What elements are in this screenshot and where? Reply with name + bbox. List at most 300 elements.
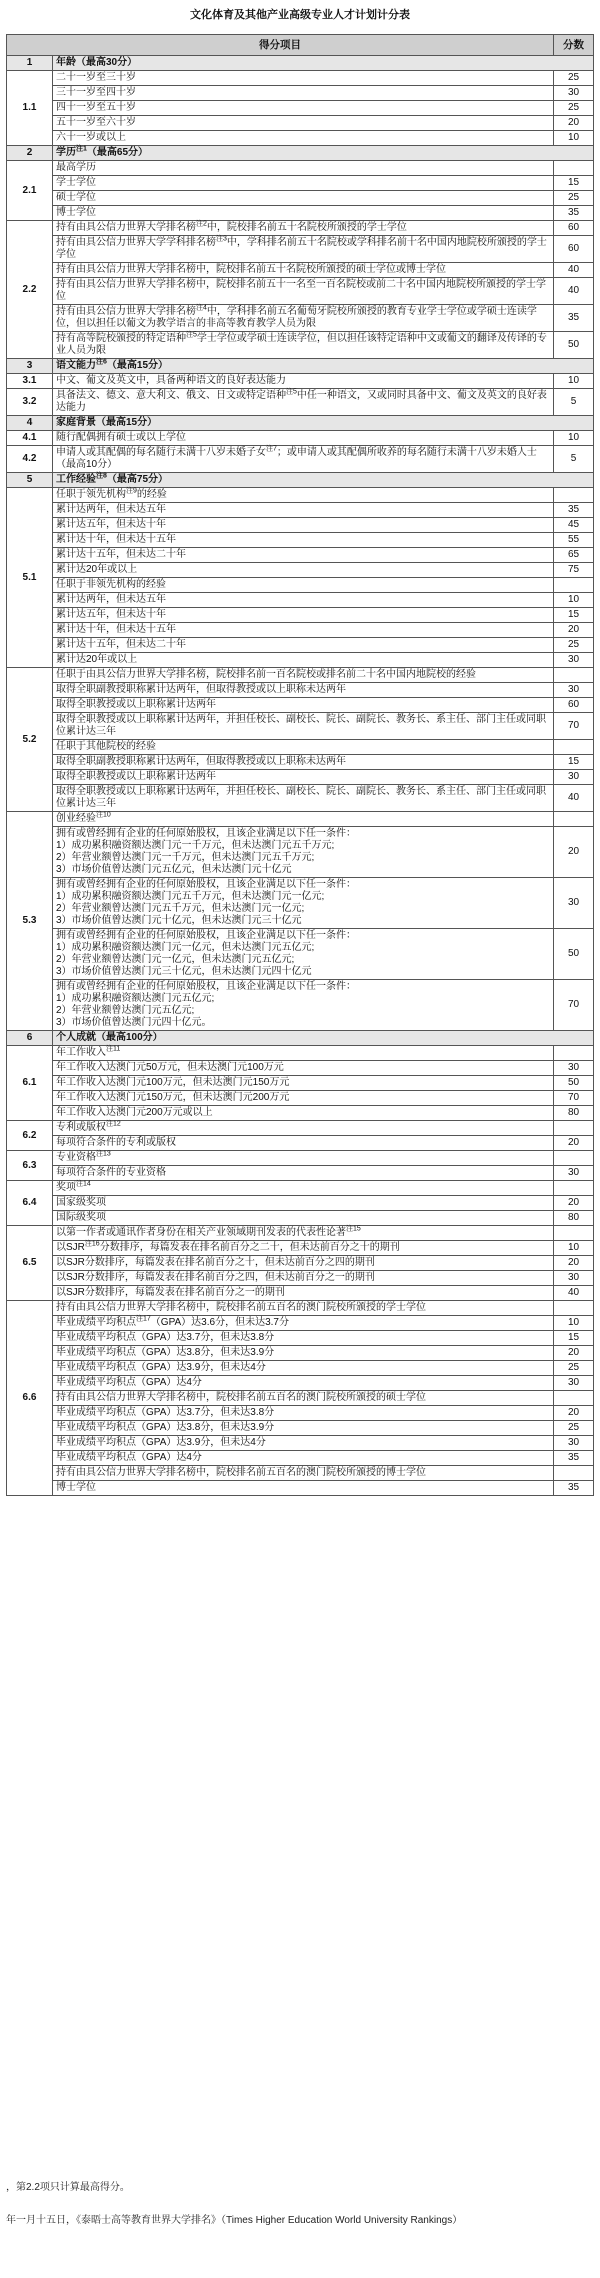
item-code: 6.3 [7, 1151, 53, 1181]
item-score: 10 [554, 431, 594, 446]
item-description [53, 206, 554, 221]
item-description [53, 533, 554, 548]
table-row [7, 812, 594, 827]
table-row [7, 878, 594, 929]
footnote-marker: 注1 [76, 145, 87, 153]
footnote-marker: 注14 [76, 1180, 91, 1188]
row-text: 语文能力 [56, 360, 96, 371]
item-code: 4.1 [7, 431, 53, 446]
item-description [53, 191, 554, 206]
item-score: 10 [554, 374, 594, 389]
item-score: 10 [554, 131, 594, 146]
item-description [53, 683, 554, 698]
row-text-tail: ；或申请人或其配偶所收养的每名随行未满十八岁未婚人士（最高10分） [56, 447, 537, 470]
table-row [7, 1181, 594, 1196]
item-description [53, 1406, 554, 1421]
row-text: 硕士学位 [56, 192, 96, 203]
item-score: 15 [554, 755, 594, 770]
item-score: 80 [554, 1211, 594, 1226]
item-score: 30 [554, 1166, 594, 1181]
item-score: 25 [554, 638, 594, 653]
table-row [7, 221, 594, 236]
item-score [554, 1121, 594, 1136]
row-text: 取得全职教授或以上职称累计达两年 [56, 771, 216, 782]
footnote-marker: 注5 [286, 388, 297, 396]
item-description [53, 608, 554, 623]
item-description [53, 332, 554, 359]
item-description [53, 374, 554, 389]
row-text-tail: 中，学科排名前五名葡萄牙院校所颁授的教育专业学士学位或学硕士连读学位，但以担任以葡文为教学语言的非高等教育教学人员为限 [56, 306, 537, 329]
row-text: 每项符合条件的专业资格 [56, 1167, 166, 1178]
row-text: 具备法文、德文、意大利文、俄文、日文或特定语种 [56, 390, 286, 401]
item-score: 40 [554, 1286, 594, 1301]
row-text: 年工作收入 [56, 1047, 106, 1058]
item-code: 6.4 [7, 1181, 53, 1226]
item-score: 10 [554, 1316, 594, 1331]
row-text: 毕业成绩平均积点（GPA）达3.8分，但未达3.9分 [56, 1422, 275, 1433]
item-score: 60 [554, 698, 594, 713]
table-row [7, 1046, 594, 1061]
item-description [53, 1421, 554, 1436]
item-code: 2.1 [7, 161, 53, 221]
table-row [7, 1256, 594, 1271]
item-code: 5.2 [7, 668, 53, 812]
footnote-marker: 注2 [196, 220, 207, 228]
item-score: 30 [554, 1061, 594, 1076]
item-score [554, 161, 594, 176]
section-title [53, 1031, 594, 1046]
item-description [53, 812, 554, 827]
row-text: 持有由具公信力世界大学排名榜中，院校排名前五百名的澳门院校所颁授的硕士学位 [56, 1392, 426, 1403]
table-row [7, 86, 594, 101]
table-row [7, 623, 594, 638]
item-description [53, 638, 554, 653]
item-score [554, 1151, 594, 1166]
item-description [53, 623, 554, 638]
item-score [554, 1301, 594, 1316]
row-text-tail: 的经验 [136, 489, 167, 500]
item-score [554, 578, 594, 593]
table-row [7, 1241, 594, 1256]
item-score: 60 [554, 236, 594, 263]
item-score: 30 [554, 653, 594, 668]
item-score [554, 668, 594, 683]
item-score: 55 [554, 533, 594, 548]
item-description [53, 1346, 554, 1361]
row-text: 创业经验 [56, 813, 96, 824]
item-description [53, 1121, 554, 1136]
item-description [53, 1166, 554, 1181]
table-row [7, 1436, 594, 1451]
item-description [53, 305, 554, 332]
table-row [7, 1061, 594, 1076]
table-row [7, 593, 594, 608]
row-text: 拥有或曾经拥有企业的任何原始股权，且该企业满足以下任一条件： 1）成功累积融资额达澳门元五亿元; 2）年营业额曾达澳门元五亿元; 3）市场价值曾达澳门元四十亿元。 [56, 981, 356, 1028]
row-text: 以SJR [56, 1242, 85, 1253]
item-score: 60 [554, 221, 594, 236]
item-description [53, 713, 554, 740]
table-row [7, 1286, 594, 1301]
row-text: 任职于由具公信力世界大学排名榜，院校排名前一百名院校或排名前二十名中国内地院校的经验 [56, 669, 476, 680]
item-description [53, 1466, 554, 1481]
row-text: 累计达十年，但未达十五年 [56, 534, 176, 545]
item-description [53, 518, 554, 533]
table-row [7, 1451, 594, 1466]
item-code: 3.1 [7, 374, 53, 389]
table-row [7, 488, 594, 503]
row-text: 六十一岁或以上 [56, 132, 126, 143]
row-text: 年工作收入达澳门元100万元，但未达澳门元150万元 [56, 1077, 290, 1088]
item-description [53, 1271, 554, 1286]
footnote-marker: 注3 [216, 235, 227, 243]
item-score [554, 1391, 594, 1406]
item-description [53, 1226, 554, 1241]
item-description [53, 1481, 554, 1496]
row-text: 毕业成绩平均积点（GPA）达4分 [56, 1377, 202, 1388]
section-row [7, 473, 594, 488]
score-table-wrap [6, 34, 594, 1496]
item-score: 10 [554, 593, 594, 608]
item-code: 6.1 [7, 1046, 53, 1121]
item-code: 1.1 [7, 71, 53, 146]
table-row [7, 683, 594, 698]
table-row [7, 1106, 594, 1121]
table-row [7, 1166, 594, 1181]
footnote-marker: 注12 [106, 1120, 121, 1128]
table-row [7, 698, 594, 713]
row-text: 毕业成绩平均积点（GPA）达3.9分，但未达4分 [56, 1362, 266, 1373]
row-text-tail: 分数排序，每篇发表在排名前百分之二十，但未达前百分之十的期刊 [99, 1242, 400, 1253]
item-description [53, 278, 554, 305]
row-text: 以SJR分数排序，每篇发表在排名前百分之十，但未达前百分之四的期刊 [56, 1257, 375, 1268]
table-row [7, 1121, 594, 1136]
item-description [53, 488, 554, 503]
item-score: 50 [554, 1076, 594, 1091]
item-score: 30 [554, 1271, 594, 1286]
item-score: 20 [554, 1256, 594, 1271]
table-row [7, 518, 594, 533]
row-text-tail: （最高15分） [106, 360, 169, 371]
section-title [53, 56, 594, 71]
table-row [7, 608, 594, 623]
row-text: 学士学位 [56, 177, 96, 188]
section-row [7, 146, 594, 161]
table-row [7, 389, 594, 416]
table-row [7, 653, 594, 668]
item-score: 30 [554, 878, 594, 929]
item-description [53, 1046, 554, 1061]
item-description [53, 1136, 554, 1151]
row-text: 取得全职副教授职称累计达两年，但取得教授或以上职称未达两年 [56, 756, 346, 767]
row-text: 累计达两年，但未达五年 [56, 594, 166, 605]
table-row [7, 1136, 594, 1151]
row-text: 持有由具公信力世界大学排名榜中，院校排名前五百名的澳门院校所颁授的学士学位 [56, 1302, 426, 1313]
item-description [53, 236, 554, 263]
item-score: 30 [554, 1376, 594, 1391]
row-text: 持有由具公信力世界大学排名榜中，院校排名前五十名院校所颁授的硕士学位或博士学位 [56, 264, 446, 275]
table-row [7, 431, 594, 446]
row-text: 中文、葡文及英文中，具备两种语文的良好表达能力 [56, 375, 286, 386]
item-score: 25 [554, 191, 594, 206]
row-text: 工作经验 [56, 474, 96, 485]
section-row [7, 416, 594, 431]
table-row [7, 980, 594, 1031]
table-row [7, 713, 594, 740]
table-row [7, 1466, 594, 1481]
footnote-line: ，第2.2项只计算最高得分。 [6, 2182, 130, 2193]
item-score: 40 [554, 263, 594, 278]
row-text: 专业资格 [56, 1152, 96, 1163]
item-description [53, 116, 554, 131]
table-row [7, 929, 594, 980]
item-description [53, 827, 554, 878]
item-description [53, 785, 554, 812]
item-score: 35 [554, 206, 594, 221]
row-text: 持有由具公信力世界大学学科排名榜 [56, 237, 216, 248]
footnote-marker: 注17 [136, 1315, 151, 1323]
table-row [7, 446, 594, 473]
row-text-tail: 中，院校排名前五十名院校所颁授的学士学位 [206, 222, 407, 233]
row-text: 持有由具公信力世界大学排名榜 [56, 222, 196, 233]
item-score: 25 [554, 71, 594, 86]
section-title [53, 359, 594, 374]
row-text: 以第一作者或通讯作者身份在相关产业领域期刊发表的代表性论著 [56, 1227, 346, 1238]
row-text: 年工作收入达澳门元200万元或以上 [56, 1107, 213, 1118]
row-text: 拥有或曾经拥有企业的任何原始股权，且该企业满足以下任一条件： 1）成功累积融资额达澳门元五千万元，但未达澳门元一亿元; 2）年营业额曾达澳门元五千万元，但未达澳门元一亿元; 3）市场价值曾达澳门元十亿元，但未达澳门元三十亿元 [56, 879, 356, 926]
row-text: 博士学位 [56, 207, 96, 218]
row-text: 取得全职教授或以上职称累计达两年，并担任校长、副校长、院长、副院长、教务长、系主任、部门主任或同职位累计达三年 [56, 786, 546, 809]
row-text: 年龄（最高30分） [56, 57, 138, 68]
table-header-row [7, 35, 594, 56]
table-row [7, 176, 594, 191]
table-row [7, 1346, 594, 1361]
item-score: 35 [554, 1481, 594, 1496]
table-row [7, 1076, 594, 1091]
item-description [53, 770, 554, 785]
row-text: 专利或版权 [56, 1122, 106, 1133]
section-title [53, 416, 594, 431]
row-text: 奖项 [56, 1182, 76, 1193]
row-text: 取得全职教授或以上职称累计达两年，并担任校长、副校长、院长、副院长、教务长、系主任、部门主任或同职位累计达三年 [56, 714, 546, 737]
row-text: 毕业成绩平均积点（GPA）达3.7分，但未达3.8分 [56, 1332, 275, 1343]
item-description [53, 698, 554, 713]
row-text: 申请人或其配偶的每名随行未满十八岁未婚子女 [56, 447, 266, 458]
item-description [53, 653, 554, 668]
row-text: 国际级奖项 [56, 1212, 106, 1223]
row-text: 毕业成绩平均积点（GPA）达3.8分，但未达3.9分 [56, 1347, 275, 1358]
item-description [53, 929, 554, 980]
item-score: 20 [554, 1136, 594, 1151]
item-description [53, 548, 554, 563]
item-score: 20 [554, 827, 594, 878]
item-score: 20 [554, 116, 594, 131]
item-score: 75 [554, 563, 594, 578]
header-item: 得分项目 [7, 35, 554, 56]
row-text: 毕业成绩平均积点（GPA）达4分 [56, 1452, 202, 1463]
row-text: 毕业成绩平均积点（GPA）达3.7分，但未达3.8分 [56, 1407, 275, 1418]
row-text: 取得全职教授或以上职称累计达两年 [56, 699, 216, 710]
row-text: 累计达20年或以上 [56, 654, 138, 665]
row-text: 二十一岁至三十岁 [56, 72, 136, 83]
row-text: 随行配偶拥有硕士或以上学位 [56, 432, 186, 443]
item-description [53, 161, 554, 176]
item-description [53, 1106, 554, 1121]
row-text: 三十一岁至四十岁 [56, 87, 136, 98]
row-text: 累计达十年，但未达十五年 [56, 624, 176, 635]
row-text: 累计达五年，但未达十年 [56, 519, 166, 530]
footnote-marker: 注6 [96, 358, 107, 366]
item-score: 35 [554, 503, 594, 518]
header-score: 分数 [554, 35, 594, 56]
section-number: 5 [7, 473, 53, 488]
item-description [53, 593, 554, 608]
item-score [554, 1181, 594, 1196]
row-text: 累计达20年或以上 [56, 564, 138, 575]
row-text: 拥有或曾经拥有企业的任何原始股权，且该企业满足以下任一条件： 1）成功累积融资额达澳门元一亿元，但未达澳门元五亿元; 2）年营业额曾达澳门元一亿元，但未达澳门元五亿元; 3）市场价值曾达澳门元三十亿元，但未达澳门元四十亿元 [56, 930, 356, 977]
row-text: 持有由具公信力世界大学排名榜中，院校排名前五十一名至一百名院校或前二十名中国内地院校所颁授的学士学位 [56, 279, 546, 302]
item-description [53, 131, 554, 146]
item-score: 65 [554, 548, 594, 563]
table-row [7, 1196, 594, 1211]
item-description [53, 755, 554, 770]
section-number: 6 [7, 1031, 53, 1046]
item-description [53, 1061, 554, 1076]
item-score [554, 1046, 594, 1061]
item-description [53, 1286, 554, 1301]
item-code: 6.5 [7, 1226, 53, 1301]
item-description [53, 1151, 554, 1166]
item-description [53, 1376, 554, 1391]
item-score: 25 [554, 101, 594, 116]
row-text: 任职于领先机构 [56, 489, 126, 500]
footnote-line: 年一月十五日，《泰晤士高等教育世界大学排名》（Times Higher Education World University Rankings） [6, 2215, 463, 2226]
item-description [53, 101, 554, 116]
table-row [7, 1406, 594, 1421]
table-row [7, 161, 594, 176]
item-description [53, 86, 554, 101]
section-number: 4 [7, 416, 53, 431]
page-title: 文化体育及其他产业高级专业人才计划计分表 [190, 9, 410, 21]
item-score: 30 [554, 683, 594, 698]
item-score: 20 [554, 623, 594, 638]
table-row [7, 785, 594, 812]
row-text: 家庭背景（最高15分） [56, 417, 158, 428]
row-text: 持有由具公信力世界大学排名榜 [56, 306, 196, 317]
table-row [7, 278, 594, 305]
footnote-marker: 注15 [346, 1225, 361, 1233]
item-score: 15 [554, 176, 594, 191]
item-description [53, 668, 554, 683]
table-row [7, 740, 594, 755]
item-score: 25 [554, 1361, 594, 1376]
score-table [6, 34, 594, 1496]
item-score: 35 [554, 1451, 594, 1466]
table-row [7, 116, 594, 131]
item-score: 70 [554, 980, 594, 1031]
item-description [53, 1301, 554, 1316]
item-score: 30 [554, 770, 594, 785]
item-description [53, 1256, 554, 1271]
table-row [7, 1151, 594, 1166]
footnotes [6, 2178, 594, 2244]
item-code: 5.3 [7, 812, 53, 1031]
row-text: 取得全职副教授职称累计达两年，但取得教授或以上职称未达两年 [56, 684, 346, 695]
item-score: 30 [554, 86, 594, 101]
table-row [7, 770, 594, 785]
table-row [7, 332, 594, 359]
table-row [7, 1091, 594, 1106]
item-code: 5.1 [7, 488, 53, 668]
section-title [53, 146, 594, 161]
item-score: 35 [554, 305, 594, 332]
footnote-marker: 注16 [84, 1240, 100, 1248]
item-description [53, 1241, 554, 1256]
row-text-tail: 学士学位或学硕士连读学位，但以担任该特定语种中文或葡文的翻译及传译的专业人员为限 [56, 333, 547, 356]
row-text-tail: （最高75分） [106, 474, 169, 485]
table-row [7, 503, 594, 518]
table-row [7, 638, 594, 653]
table-row [7, 236, 594, 263]
item-score: 70 [554, 713, 594, 740]
item-score: 25 [554, 1421, 594, 1436]
item-score: 50 [554, 332, 594, 359]
row-text: 毕业成绩平均积点（GPA）达3.9分，但未达4分 [56, 1437, 266, 1448]
item-score: 20 [554, 1406, 594, 1421]
row-text-tail: （最高65分） [86, 147, 149, 158]
item-description [53, 740, 554, 755]
table-row [7, 533, 594, 548]
table-row [7, 827, 594, 878]
item-score [554, 740, 594, 755]
row-text: 任职于非领先机构的经验 [56, 579, 166, 590]
item-description [53, 1181, 554, 1196]
row-text: 每项符合条件的专利或版权 [56, 1137, 176, 1148]
item-description [53, 176, 554, 191]
item-description [53, 1436, 554, 1451]
item-score: 20 [554, 1346, 594, 1361]
table-row [7, 1421, 594, 1436]
item-score: 80 [554, 1106, 594, 1121]
item-score: 10 [554, 1241, 594, 1256]
footnote-marker: 注11 [106, 1045, 121, 1053]
table-row [7, 131, 594, 146]
item-score: 15 [554, 608, 594, 623]
section-title [53, 473, 594, 488]
table-row [7, 1211, 594, 1226]
row-text: 持有由具公信力世界大学排名榜中，院校排名前五百名的澳门院校所颁授的博士学位 [56, 1467, 426, 1478]
item-description [53, 221, 554, 236]
item-description [53, 1361, 554, 1376]
footnote-marker: 注4 [196, 304, 207, 312]
row-text: 学历 [56, 147, 76, 158]
item-score: 40 [554, 278, 594, 305]
item-score: 50 [554, 929, 594, 980]
row-text: 拥有或曾经拥有企业的任何原始股权，且该企业满足以下任一条件： 1）成功累积融资额达澳门元一千万元，但未达澳门元五千万元; 2）年营业额曾达澳门元一千万元，但未达澳门元五千万元; 3）市场价值曾达澳门元五亿元，但未达澳门元十亿元 [56, 828, 356, 875]
table-row [7, 1391, 594, 1406]
table-row [7, 548, 594, 563]
item-score [554, 1226, 594, 1241]
table-row [7, 1301, 594, 1316]
table-row [7, 563, 594, 578]
footnote-marker: 注7 [266, 445, 277, 453]
section-row [7, 1031, 594, 1046]
footnote-marker: 注9 [126, 487, 137, 495]
row-text: 毕业成绩平均积点 [56, 1317, 136, 1328]
item-description [53, 1076, 554, 1091]
section-number: 2 [7, 146, 53, 161]
table-row [7, 668, 594, 683]
footnote-marker: 注5 [186, 331, 197, 339]
